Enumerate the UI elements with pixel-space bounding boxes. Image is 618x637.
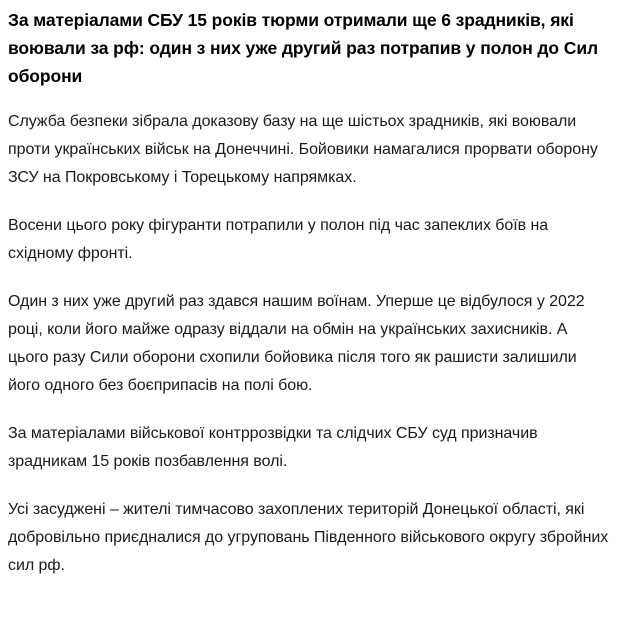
article-paragraph: За матеріалами військової контррозвідки та слідчих СБУ суд призначив зрадникам 15 років позбавлення волі. xyxy=(8,425,538,470)
article-paragraph: Восени цього року фігуранти потрапили у полон під час запеклих боїв на східному фронті. xyxy=(8,217,549,262)
article-paragraph: Служба безпеки зібрала доказову базу на ще шістьох зрадників, які воювали проти українських військ на Донеччині. Бойовики намагалися прорвати оборону ЗСУ на Покровському і Торецькому напрямках. xyxy=(8,113,598,186)
article-paragraph: Усі засуджені – жителі тимчасово захоплених територій Донецької області, які добровільно приєдналися до угруповань Південного військового округу збройних сил рф. xyxy=(8,501,609,574)
article-paragraph: Один з них уже другий раз здався нашим воїнам. Уперше це відбулося у 2022 році, коли його майже одразу віддали на обмін на українських захисників. А цього разу Сили оборони схопили бойовика після того як рашисти залишили його одного без боєприпасів на полі бою. xyxy=(8,293,585,394)
page-title: За матеріалами СБУ 15 років тюрми отримали ще 6 зрадників, які воювали за рф: один з них уже другий раз потрапив у полон до Сил оборони xyxy=(8,10,599,86)
